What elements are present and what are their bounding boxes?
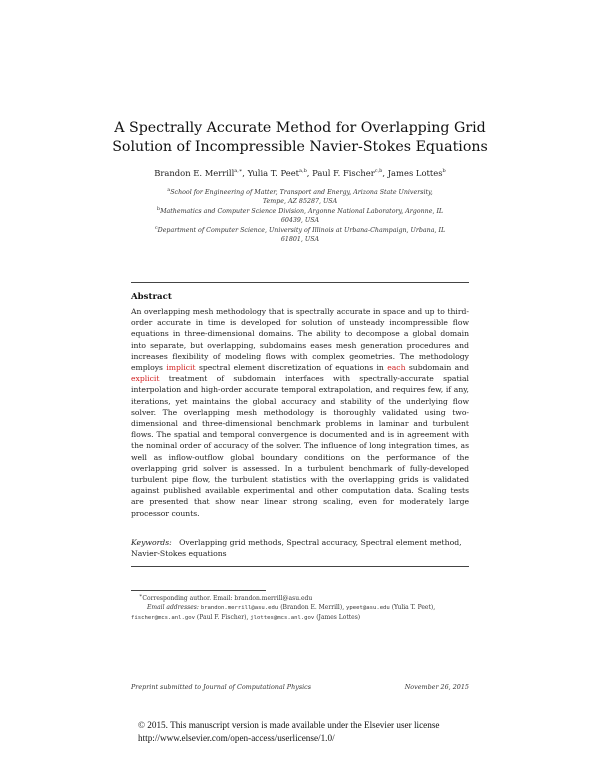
- keywords-label: Keywords:: [131, 538, 172, 547]
- author-sup: c,b: [374, 168, 383, 175]
- preprint-note: Preprint submitted to Journal of Computational Physics: [131, 683, 311, 691]
- footnote-corresponding: [131, 594, 477, 603]
- affiliation-line: 61801, USA: [280, 235, 320, 243]
- keywords: [131, 537, 469, 559]
- abstract-highlight: each: [387, 363, 406, 373]
- email-address[interactable]: fischer@mcs.anl.gov: [131, 615, 195, 621]
- abstract-text: treatment of subdomain interfaces with spectrally-accurate spatial interpolation and high-order accurate temporal extrapolation, and requires few, if any, iterations, yet maintains the global accuracy and stability of the underlying flow solver. The overlapping mesh methodology is thoroughly validated using two-dimensional and three-dimensional benchmark problems in laminar and turbulent flows. The spatial and temporal convergence is documented and is in agreement with the nominal order of accuracy of the solver. The influence of long integration times, as well as inflow-outflow global boundary conditions on the performance of the overlapping grid solver is assessed. In a turbulent benchmark of fully-developed turbulent pipe flow, the turbulent statistics with the overlapping grids is validated against published available experimental and other computation data. Scaling tests are presented that show near linear strong scaling, even for moderately large processor counts.: [131, 374, 469, 518]
- affiliation-line: Mathematics and Computer Science Division, Argonne National Laboratory, Argonne, IL: [160, 208, 444, 215]
- abstract-highlight: explicit: [131, 374, 160, 384]
- email-address[interactable]: ypeet@asu.edu: [346, 605, 390, 611]
- title-line-2: Solution of Incompressible Navier-Stokes Equations: [112, 139, 488, 155]
- license-url[interactable]: http://www.elsevier.com/open-access/userlicense/1.0/: [138, 733, 335, 743]
- abstract-top-rule: [131, 282, 469, 283]
- abstract-text: subdomain and: [405, 363, 469, 373]
- email-owner: (Paul F. Fischer),: [195, 614, 251, 621]
- email-label: Email addresses:: [147, 604, 199, 611]
- affiliation-line: School for Engineering of Matter, Transport and Energy, Arizona State University,: [170, 189, 433, 196]
- affiliation-a: [110, 186, 490, 206]
- author-list: Brandon E. Merrill$^{a,∗}$, Yulia T. Peet$^{a,b}$, Paul F. Fischer$^{c,b}$, James Lottes$^b$: [154, 168, 446, 178]
- license-notice: [138, 719, 440, 745]
- author-sup: a,b: [299, 168, 307, 175]
- author-sup: b: [442, 168, 446, 175]
- affiliation-mark: a: [167, 186, 171, 193]
- abstract-text: An overlapping mesh methodology that is spectrally accurate in space and up to third-order accurate in time is developed for solution of unsteady incompressible flow equations in three-dimensional domains. The ability to decompose a global domain into separate, but overlapping, subdomains eases mesh generation procedures and increases flexibility of modeling flows with complex geometries. The methodology employs: [131, 307, 469, 373]
- affiliation-mark: b: [156, 205, 161, 212]
- email-owner: (Brandon E. Merrill),: [278, 604, 347, 611]
- abstract-bottom-rule: [131, 566, 469, 567]
- footnote-rule: [131, 590, 266, 591]
- author-sup: a,∗: [234, 168, 243, 175]
- footnote-emails: [131, 603, 469, 623]
- affiliation-line: 60439, USA: [280, 216, 320, 224]
- affiliation-mark: c: [154, 224, 158, 231]
- keywords-text: Overlapping grid methods, Spectral accuracy, Spectral element method, Navier-Stokes equations: [131, 538, 462, 558]
- email-owner: (Yulia T. Peet),: [389, 604, 436, 611]
- email-owner: (James Lottes): [314, 614, 361, 621]
- affiliation-c: [110, 224, 490, 244]
- footnote-corresponding-text: Corresponding author. Email: brandon.merrill@asu.edu: [142, 595, 313, 602]
- author-name: Yulia T. Peet: [247, 168, 300, 178]
- preprint-date: November 26, 2015: [404, 683, 469, 691]
- author-name: Brandon E. Merrill: [154, 168, 235, 178]
- affiliation-line: Tempe, AZ 85287, USA: [262, 197, 338, 205]
- abstract-body: [131, 306, 469, 519]
- affiliation-b: [110, 205, 490, 225]
- paper-title: [90, 119, 510, 157]
- title-line-1: A Spectrally Accurate Method for Overlapping Grid: [114, 120, 486, 136]
- author-name: Paul F. Fischer: [312, 168, 375, 178]
- license-line: © 2015. This manuscript version is made available under the Elsevier user license: [138, 720, 440, 730]
- abstract-text: spectral element discretization of equations in: [195, 363, 388, 373]
- abstract-highlight: implicit: [166, 363, 196, 373]
- email-address[interactable]: jlottes@mcs.anl.gov: [250, 615, 315, 621]
- email-address[interactable]: brandon.merrill@asu.edu: [200, 605, 279, 611]
- affiliation-line: Department of Computer Science, University of Illinois at Urbana-Champaign, Urbana, IL: [157, 227, 446, 234]
- footnote-star: ∗: [139, 593, 143, 599]
- abstract-heading: Abstract: [131, 292, 172, 302]
- author-name: James Lottes: [387, 168, 443, 178]
